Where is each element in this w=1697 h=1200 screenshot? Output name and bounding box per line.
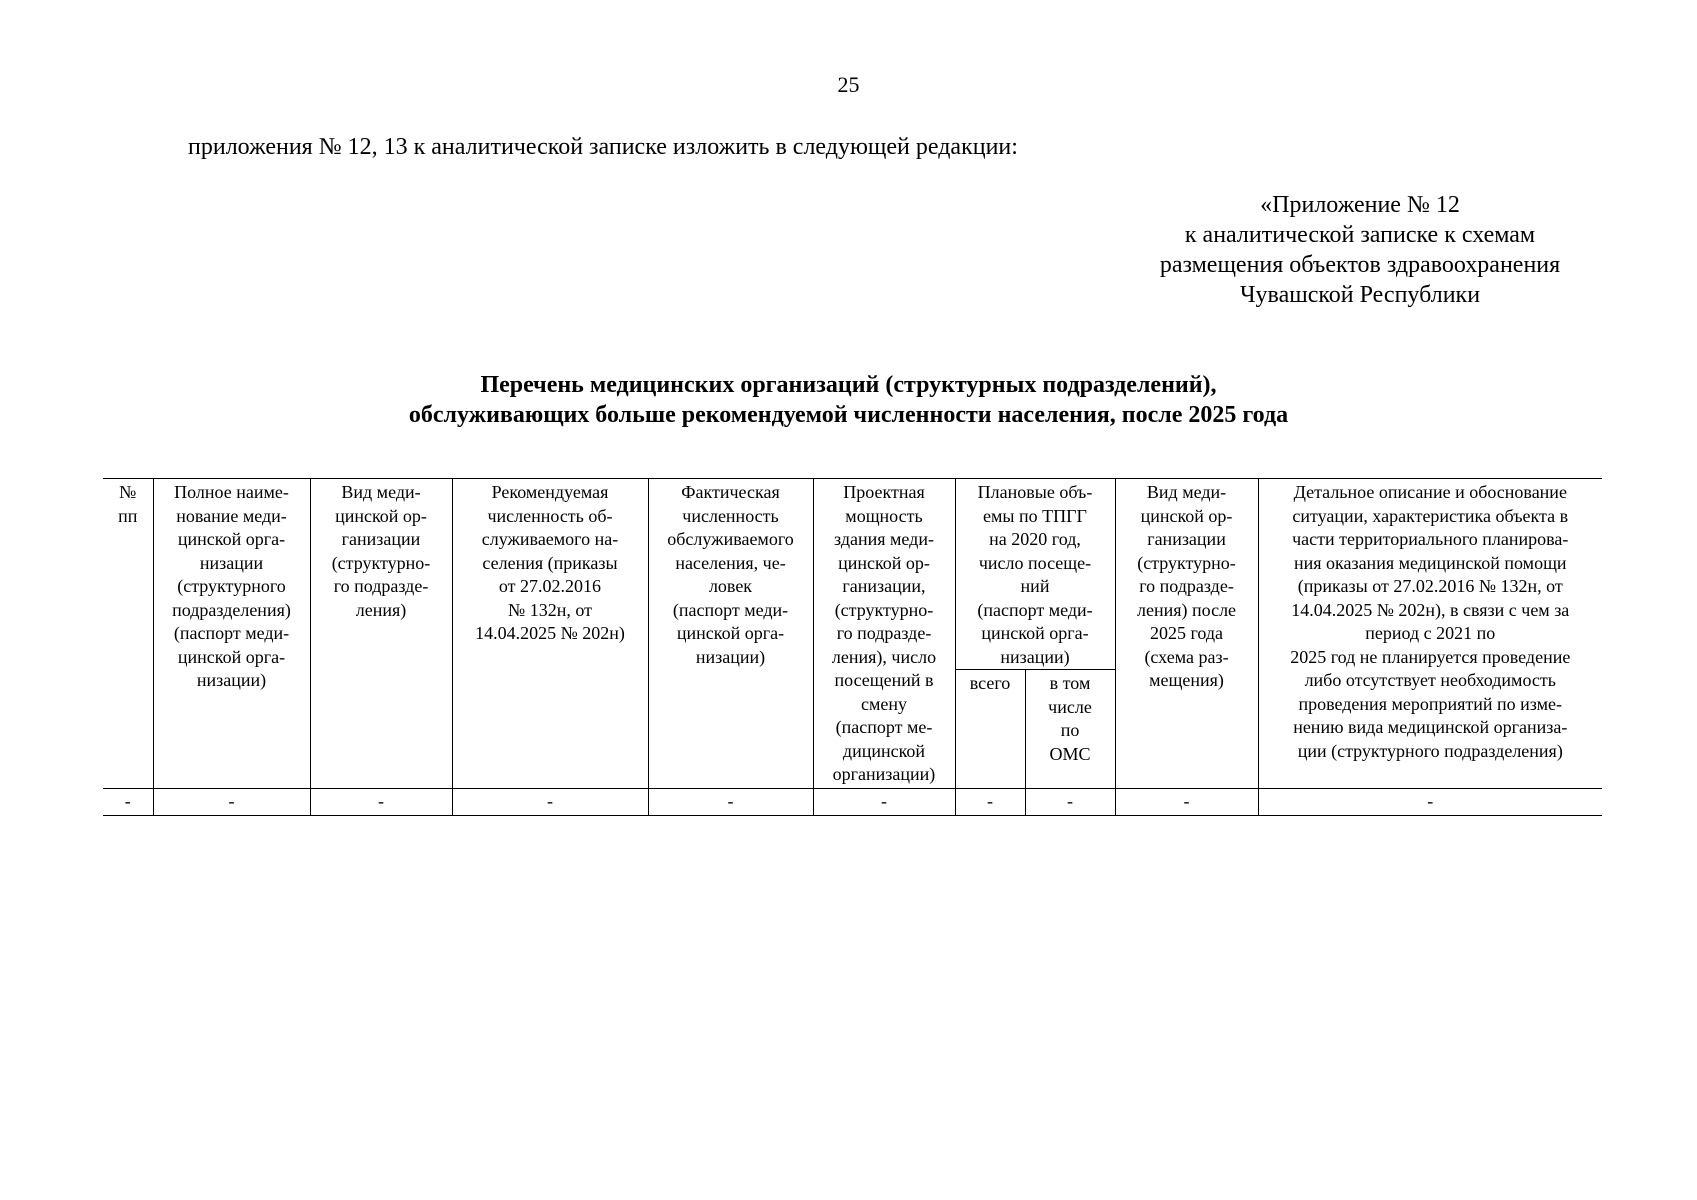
table-cell: - [648,789,813,816]
organizations-table [103,478,1602,816]
table-cell: - [813,789,955,816]
header-design-capacity: Проектная мощность здания меди- цинской ор- ганизации, (структурно- го подразде- ления), число посещений в смену (паспорт ме- дицинской организации) [813,479,955,789]
header-planned-total: всего [955,670,1025,789]
table-cell: - [452,789,648,816]
table-cell: - [153,789,310,816]
header-org-type: Вид меди- цинской ор- ганизации (структурно- го подразде- ления) [310,479,452,789]
header-num: № пп [103,479,153,789]
table-cell: - [310,789,452,816]
table-cell: - [955,789,1025,816]
page-number: 25 [837,72,860,97]
title-line-2: обслуживающих больше рекомендуемой численности населения, после 2025 года [408,402,1289,428]
header-actual-population: Фактическая численность обслуживаемого населения, че- ловек (паспорт меди- цинской орга- низации) [648,479,813,789]
header-full-name: Полное наиме- нование меди- цинской орга- низации (структурного подразделения) (паспорт меди- цинской орга- низации) [153,479,310,789]
appendix-line-2: к аналитической записке к схемам [1184,222,1536,248]
header-recommended-population: Рекомендуемая численность об- служиваемого на- селения (приказы от 27.02.2016 № 132н, от 14.04.2025 № 202н) [452,479,648,789]
table-cell: - [103,789,153,816]
document-title [0,370,1697,430]
title-line-1: Перечень медицинских организаций (структурных подразделений), [480,372,1217,398]
intro-paragraph: приложения № 12, 13 к аналитической записке изложить в следующей редакции: [188,134,1018,160]
table-cell: - [1025,789,1115,816]
table-header-row [103,479,1602,670]
header-description: Детальное описание и обоснование ситуации, характеристика объекта в части территориального планирова- ния оказания медицинской помощи (приказы от 27.02.2016 № 132н, от 14.04.2025 № 202н), в связи с чем за период с 2021 по 2025 год не планируется проведение либо отсутствует необходимость проведения мероприятий по изме- нению вида медицинской организа- ции (структурного подразделения) [1258,479,1602,789]
header-planned-oms: в том числе по ОМС [1025,670,1115,789]
appendix-line-3: размещения объектов здравоохранения [1159,252,1561,278]
header-org-type-after-2025: Вид меди- цинской ор- ганизации (структурно- го подразде- ления) после 2025 года (схема раз- мещения) [1115,479,1258,789]
table-cell: - [1115,789,1258,816]
appendix-line-1: «Приложение № 12 [1260,192,1460,218]
table-cell: - [1258,789,1602,816]
appendix-line-4: Чувашской Республики [1239,282,1481,308]
appendix-reference [1120,190,1600,310]
table-row [103,789,1602,816]
header-planned-volumes: Плановые объ- емы по ТПГГ на 2020 год, число посеще- ний (паспорт меди- цинской орга- низации) [955,479,1115,670]
